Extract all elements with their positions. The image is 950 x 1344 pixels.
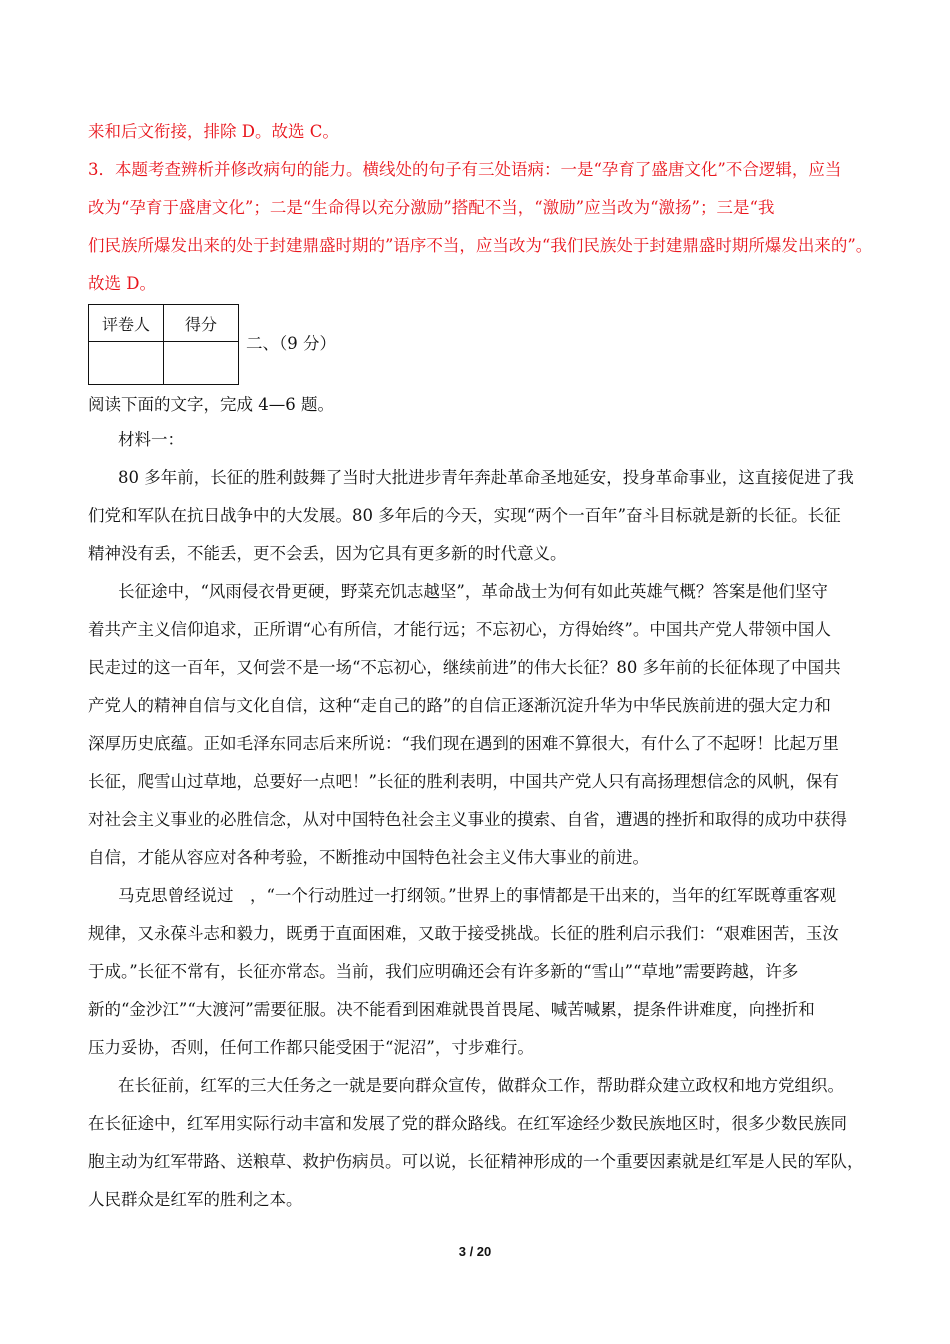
answer-line-3: 改为“孕育于盛唐文化”；二是“生命得以充分激励”搭配不当，“激励”应当改为“激扬”；三是“我	[88, 198, 775, 217]
passage-p3-line: 规律，又永葆斗志和毅力，既勇于直面困难，又敢于接受挑战。长征的胜利启示我们：“艰难困苦，玉汝	[88, 924, 839, 943]
reviewer-header: 评卷人	[89, 305, 164, 342]
answer-line-4: 们民族所爆发出来的处于封建鼎盛时期的”语序不当，应当改为“我们民族处于封建鼎盛时期所爆发出来的”。	[88, 236, 873, 255]
passage-p2-line: 产党人的精神自信与文化自信，这种“走自己的路”的自信正逐渐沉淀升华为中华民族前进的强大定力和	[88, 696, 831, 715]
passage-p3-line: 马克思曾经说过 ，“一个行动胜过一打纲领。”世界上的事情都是干出来的，当年的红军既尊重客观	[118, 886, 837, 905]
section-title: 二、（9 分）	[246, 334, 336, 353]
passage-p4-line: 人民群众是红军的胜利之本。	[88, 1190, 303, 1209]
answer-line-2: 3．本题考查辨析并修改病句的能力。横线处的句子有三处语病：一是“孕育了盛唐文化”不合逻辑，应当	[88, 160, 842, 179]
passage-p1-line: 们党和军队在抗日战争中的大发展。80 多年后的今天，实现“两个一百年”奋斗目标就是新的长征。长征	[88, 506, 841, 525]
answer-line-5: 故选 D。	[88, 274, 156, 293]
material-label: 材料一：	[118, 430, 184, 449]
passage-p1-line: 80 多年前，长征的胜利鼓舞了当时大批进步青年奔赴革命圣地延安，投身革命事业，这直接促进了我	[118, 468, 854, 487]
passage-p2-line: 对社会主义事业的必胜信念，从对中国特色社会主义事业的摸索、自省，遭遇的挫折和取得的成功中获得	[88, 810, 847, 829]
passage-p2-line: 深厚历史底蕴。正如毛泽东同志后来所说：“我们现在遇到的困难不算很大，有什么了不起呀！比起万里	[88, 734, 839, 753]
passage-p2-line: 民走过的这一百年，又何尝不是一场“不忘初心，继续前进”的伟大长征？80 多年前的长征体现了中国共	[88, 658, 841, 677]
answer-line-1: 来和后文衔接，排除 D。故选 C。	[88, 122, 339, 141]
passage-p1-line: 精神没有丢，不能丢，更不会丢，因为它具有更多新的时代意义。	[88, 544, 567, 563]
passage-p2-line: 长征，爬雪山过草地，总要好一点吧！”长征的胜利表明，中国共产党人只有高扬理想信念的风帆，保有	[88, 772, 839, 791]
section-instruction: 阅读下面的文字，完成 4—6 题。	[88, 395, 334, 414]
reviewer-cell	[89, 342, 164, 385]
passage-p4-line: 在长征前，红军的三大任务之一就是要向群众宣传，做群众工作，帮助群众建立政权和地方党组织。	[118, 1076, 844, 1095]
page-number: 3 / 20	[458, 1244, 492, 1259]
score-cell	[164, 342, 239, 385]
passage-p2-line: 长征途中，“风雨侵衣骨更硬，野菜充饥志越坚”，革命战士为何有如此英雄气概？答案是他们坚守	[118, 582, 828, 601]
passage-p4-line: 在长征途中，红军用实际行动丰富和发展了党的群众路线。在红军途经少数民族地区时，很多少数民族同	[88, 1114, 847, 1133]
grading-table	[88, 304, 239, 385]
score-header: 得分	[164, 305, 239, 342]
passage-p2-line: 着共产主义信仰追求，正所谓“心有所信，才能行远；不忘初心，方得始终”。中国共产党人带领中国人	[88, 620, 831, 639]
passage-p2-line: 自信，才能从容应对各种考验，不断推动中国特色社会主义伟大事业的前进。	[88, 848, 649, 867]
passage-p3-line: 压力妥协，否则，任何工作都只能受困于“泥沼”，寸步难行。	[88, 1038, 534, 1057]
passage-p3-line: 于成。”长征不常有，长征亦常态。当前，我们应明确还会有许多新的“雪山”“草地”需要跨越，许多	[88, 962, 799, 981]
passage-p3-line: 新的“金沙江”“大渡河”需要征服。决不能看到困难就畏首畏尾、喊苦喊累，提条件讲难度，向挫折和	[88, 1000, 815, 1019]
passage-p4-line: 胞主动为红军带路、送粮草、救护伤病员。可以说，长征精神形成的一个重要因素就是红军是人民的军队，	[88, 1152, 864, 1171]
